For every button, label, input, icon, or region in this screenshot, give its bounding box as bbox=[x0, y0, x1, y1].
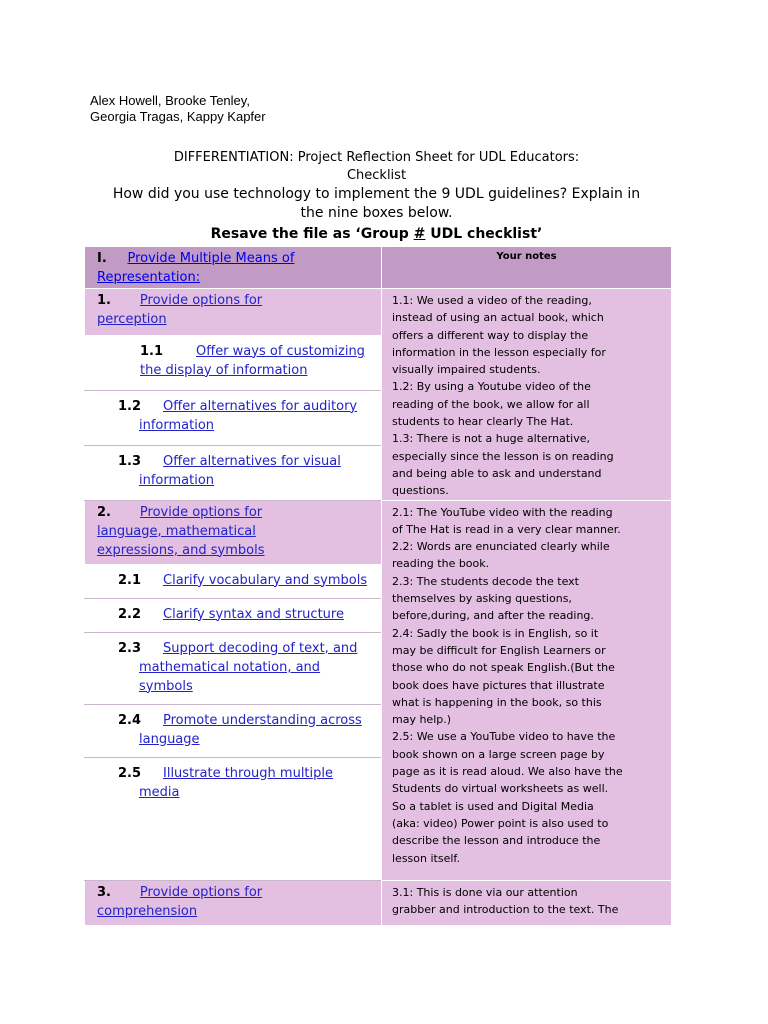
principle-link[interactable]: Provide Multiple Means of Representation: bbox=[97, 251, 295, 285]
document-title bbox=[84, 149, 669, 185]
authors-line-2: Georgia Tragas, Kappy Kapfer bbox=[90, 109, 266, 124]
resave-prefix: Resave the file as ‘Group bbox=[210, 226, 414, 242]
checkpoint-1-1: 1.1 Offer ways of customizing the display of information bbox=[85, 335, 382, 390]
checkpoint-2-1-link[interactable]: Clarify vocabulary and symbols bbox=[163, 572, 368, 588]
resave-hash: # bbox=[413, 226, 426, 242]
checkpoint-2-2-link[interactable]: Clarify syntax and structure bbox=[163, 606, 344, 622]
checkpoint-2-4-link[interactable]: Promote understanding across language bbox=[139, 712, 362, 747]
checkpoint-1-2-link[interactable]: Offer alternatives for auditory information bbox=[139, 398, 358, 433]
checkpoint-1-3: 1.3 Offer alternatives for visual information bbox=[85, 445, 382, 500]
checkpoint-2-3-link[interactable]: Support decoding of text, and mathematical notation, and symbols bbox=[139, 640, 358, 694]
checkpoint-2-4: 2.4 Promote understanding across language bbox=[85, 704, 382, 757]
checkpoint-2-5: 2.5 Illustrate through multiple media bbox=[85, 757, 382, 880]
resave-instruction bbox=[84, 225, 669, 244]
author-list bbox=[90, 93, 266, 125]
guideline-2-link[interactable]: Provide options for language, mathematical expressions, and symbols bbox=[97, 504, 265, 558]
title-line-2: Checklist bbox=[346, 168, 407, 183]
checkpoint-1-2: 1.2 Offer alternatives for auditory information bbox=[85, 390, 382, 445]
checkpoint-1-3-link[interactable]: Offer alternatives for visual information bbox=[139, 453, 341, 488]
resave-suffix: UDL checklist’ bbox=[425, 226, 543, 242]
title-line-1: DIFFERENTIATION: Project Reflection Sheet for UDL Educators: bbox=[173, 150, 580, 165]
checkpoint-2-5-link[interactable]: Illustrate through multiple media bbox=[139, 765, 334, 800]
checkpoint-2-1: 2.1 Clarify vocabulary and symbols bbox=[85, 564, 382, 598]
notes-group-3[interactable]: 3.1: This is done via our attention grabber and introduction to the text. The bbox=[382, 880, 672, 925]
guideline-2-header: 2. Provide options for language, mathematical expressions, and symbols bbox=[85, 500, 382, 564]
guideline-1-header: 1. Provide options for perception bbox=[85, 289, 382, 336]
principle-header bbox=[85, 247, 382, 289]
principle-num: I. bbox=[97, 251, 107, 266]
notes-group-1[interactable]: 1.1: We used a video of the reading, instead of using an actual book, which offers a different way to display the information in the lesson especially for visually impaired students. 1.2: By using a Youtube video of the reading of the book, we allow for all students to hear clearly The Hat. 1.3: There is not a huge alternative, especially since the lesson is on reading and being able to ask and understand questions. bbox=[382, 289, 672, 501]
guideline-3-link[interactable]: Provide options for comprehension bbox=[97, 884, 263, 919]
question-line-2: the nine boxes below. bbox=[300, 205, 453, 221]
checkpoint-2-3: 2.3 Support decoding of text, and mathematical notation, and symbols bbox=[85, 632, 382, 704]
authors-line-1: Alex Howell, Brooke Tenley, bbox=[90, 93, 250, 108]
guideline-1-link[interactable]: Provide options for perception bbox=[97, 293, 263, 327]
notes-group-2[interactable]: 2.1: The YouTube video with the reading of The Hat is read in a very clear manner. 2.2: Words are enunciated clearly while reading the book. 2.3: The students decode the text themselves by asking questions, before,during, and after the reading. 2.4: Sadly the book is in English, so it may be difficult for English Learners or those who do not speak English.(But the book does have pictures that illustrate what is happening in the book, so this may help.) 2.5: We use a YouTube video to have the book shown on a large screen page by page as it is read aloud. We also have the Students do virtual worksheets as well. So a tablet is used and Digital Media (aka: video) Power point is also used to describe the lesson and introduce the lesson itself. bbox=[382, 500, 672, 880]
notes-header: Your notes bbox=[382, 247, 672, 289]
question-line-1: How did you use technology to implement the 9 UDL guidelines? Explain in bbox=[112, 186, 641, 202]
checkpoint-2-2: 2.2 Clarify syntax and structure bbox=[85, 598, 382, 632]
udl-checklist-table bbox=[84, 246, 672, 926]
checkpoint-1-1-link[interactable]: Offer ways of customizing the display of information bbox=[140, 343, 365, 378]
question bbox=[84, 185, 669, 223]
guideline-3-header: 3. Provide options for comprehension bbox=[85, 880, 382, 925]
